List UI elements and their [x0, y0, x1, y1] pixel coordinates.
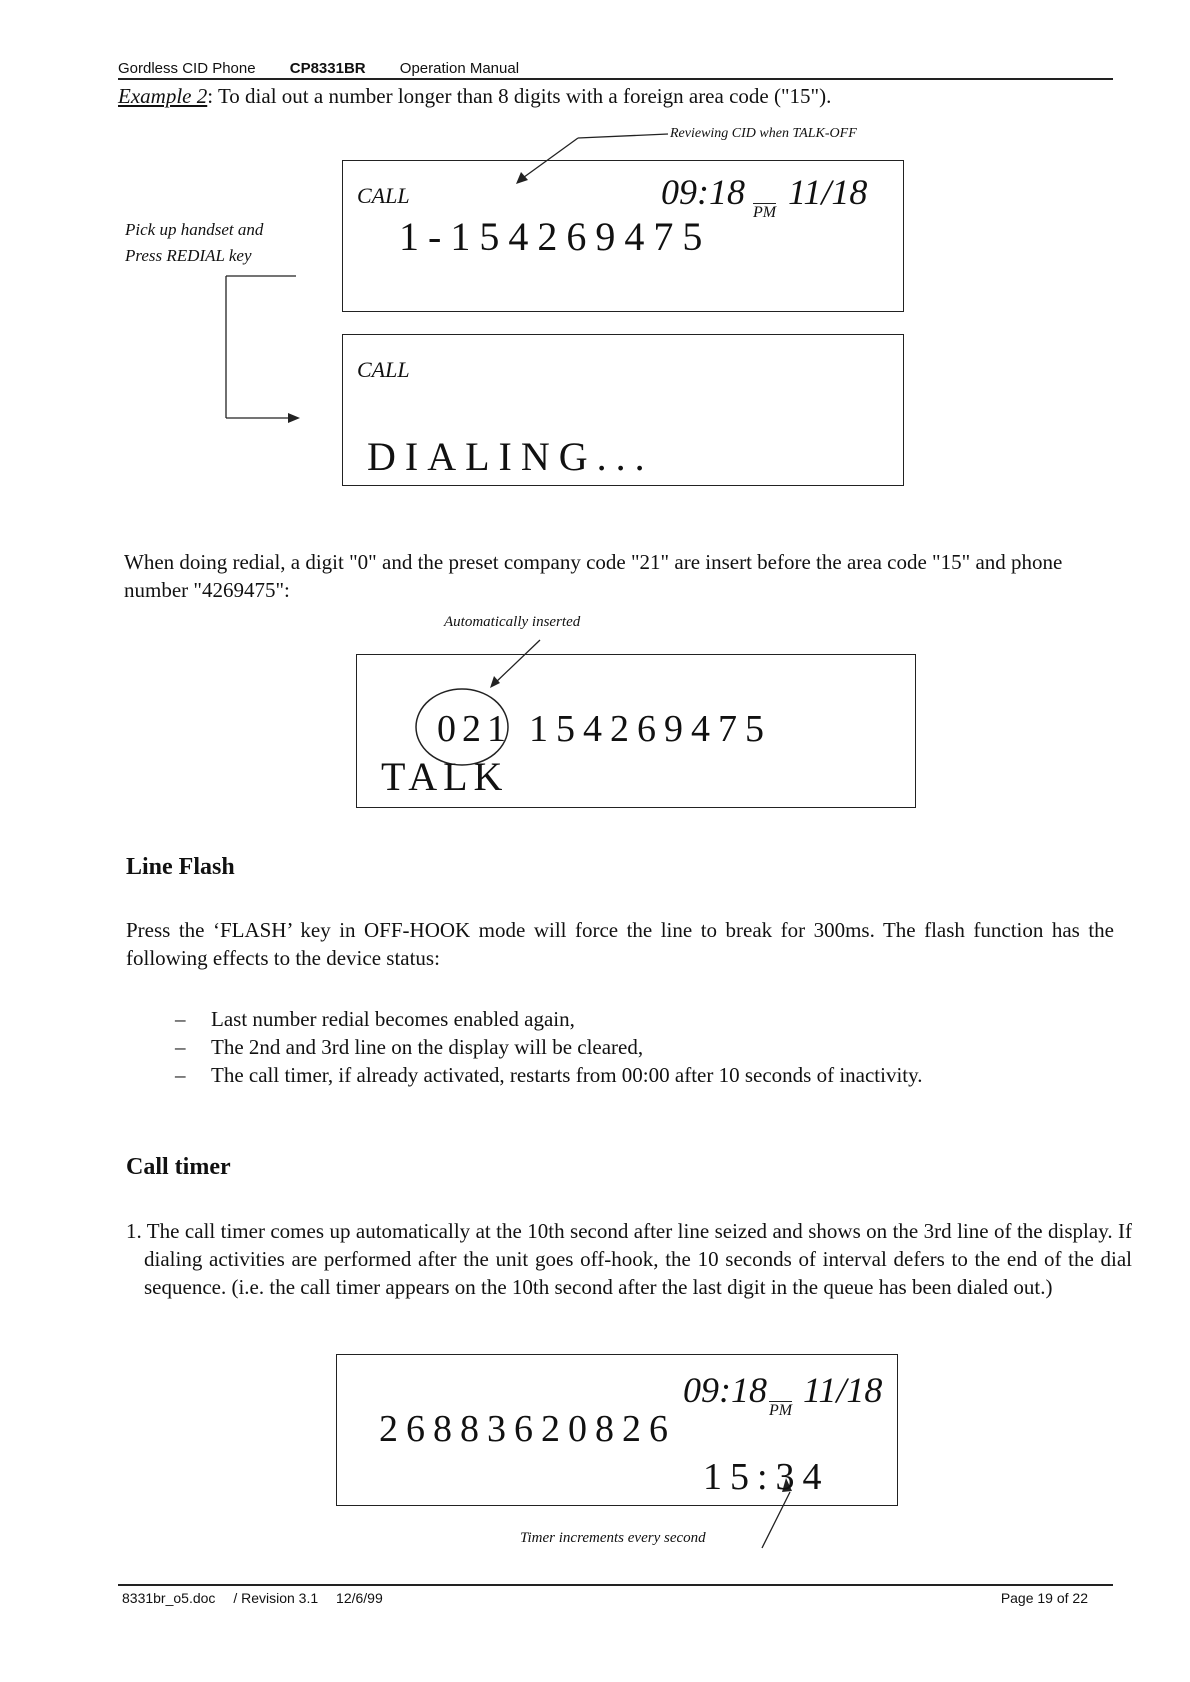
- list-item: – The 2nd and 3rd line on the display will be cleared,: [175, 1033, 1115, 1061]
- example-label: Example 2: [118, 84, 208, 108]
- example-text: : To dial out a number longer than 8 digits with a foreign area code ("15").: [207, 84, 832, 108]
- footer-rule: [118, 1584, 1113, 1586]
- header-manual: Operation Manual: [399, 60, 520, 77]
- header-model: CP8331BR: [289, 60, 366, 77]
- line-flash-list: [175, 1005, 1115, 1089]
- list-item: – The call timer, if already activated, restarts from 00:00 after 10 seconds of inactivity.: [175, 1061, 1115, 1089]
- screen1-time: 09:18: [661, 172, 745, 212]
- lcd-screen-talk: [356, 654, 916, 808]
- screen2-label: CALL: [357, 357, 410, 382]
- footer-date: 12/6/99: [336, 1590, 383, 1606]
- screen1-ampm: PM: [753, 204, 777, 221]
- screen3-status: TALK: [381, 754, 509, 799]
- header-product: Gordless CID Phone: [118, 60, 256, 77]
- redial-paragraph: When doing redial, a digit "0" and the preset company code "21" are insert before the area code "15" and phone number "4269475":: [124, 550, 1063, 602]
- footer-revision: / Revision 3.1: [233, 1590, 319, 1606]
- screen3-number: 154269475: [529, 708, 772, 750]
- screen3-inserted-digits: 021: [437, 708, 512, 750]
- screen4-ampm: PM: [769, 1402, 793, 1419]
- line-flash-paragraph: Press the ‘FLASH’ key in OFF-HOOK mode will force the line to break for 300ms. The flash function has the following effects to the device status:: [126, 918, 1114, 970]
- list-item: – Last number redial becomes enabled again,: [175, 1005, 1115, 1033]
- screen4-time: 09:18: [683, 1370, 767, 1410]
- screen4-call-timer: 15:34: [703, 1456, 830, 1498]
- auto-inserted-note: Automatically inserted: [444, 614, 581, 630]
- footer-page: Page 19 of 22: [1000, 1590, 1088, 1606]
- pickup-note-line1: Pick up handset and: [125, 220, 264, 239]
- pickup-note-line2: Press REDIAL key: [125, 246, 252, 265]
- screen1-number: 1-154269475: [399, 214, 712, 259]
- page-footer: [122, 1590, 1088, 1606]
- screen1-label: CALL: [357, 183, 410, 208]
- lcd-screen-timer: [336, 1354, 898, 1506]
- line-flash-heading: Line Flash: [126, 854, 235, 880]
- timer-note: Timer increments every second: [520, 1530, 706, 1546]
- screen2-status: DIALING...: [367, 434, 654, 479]
- reviewing-note: Reviewing CID when TALK-OFF: [670, 126, 857, 141]
- footer-file: 8331br_o5.doc: [122, 1590, 216, 1606]
- call-timer-heading: Call timer: [126, 1154, 231, 1180]
- screen4-date: 11/18: [803, 1370, 883, 1410]
- screen1-date: 11/18: [788, 172, 868, 212]
- screen4-number: 26883620826: [379, 1408, 676, 1450]
- call-timer-paragraph: 1. The call timer comes up automatically at the 10th second after line seized and shows on the 3rd line of the display. If dialing activities are performed after the unit goes off-hook, the 10 seconds of interval defers to the end of the dial sequence. (i.e. the call timer appears on the 10th second after the last digit in the queue has been dialed out.): [126, 1219, 1132, 1299]
